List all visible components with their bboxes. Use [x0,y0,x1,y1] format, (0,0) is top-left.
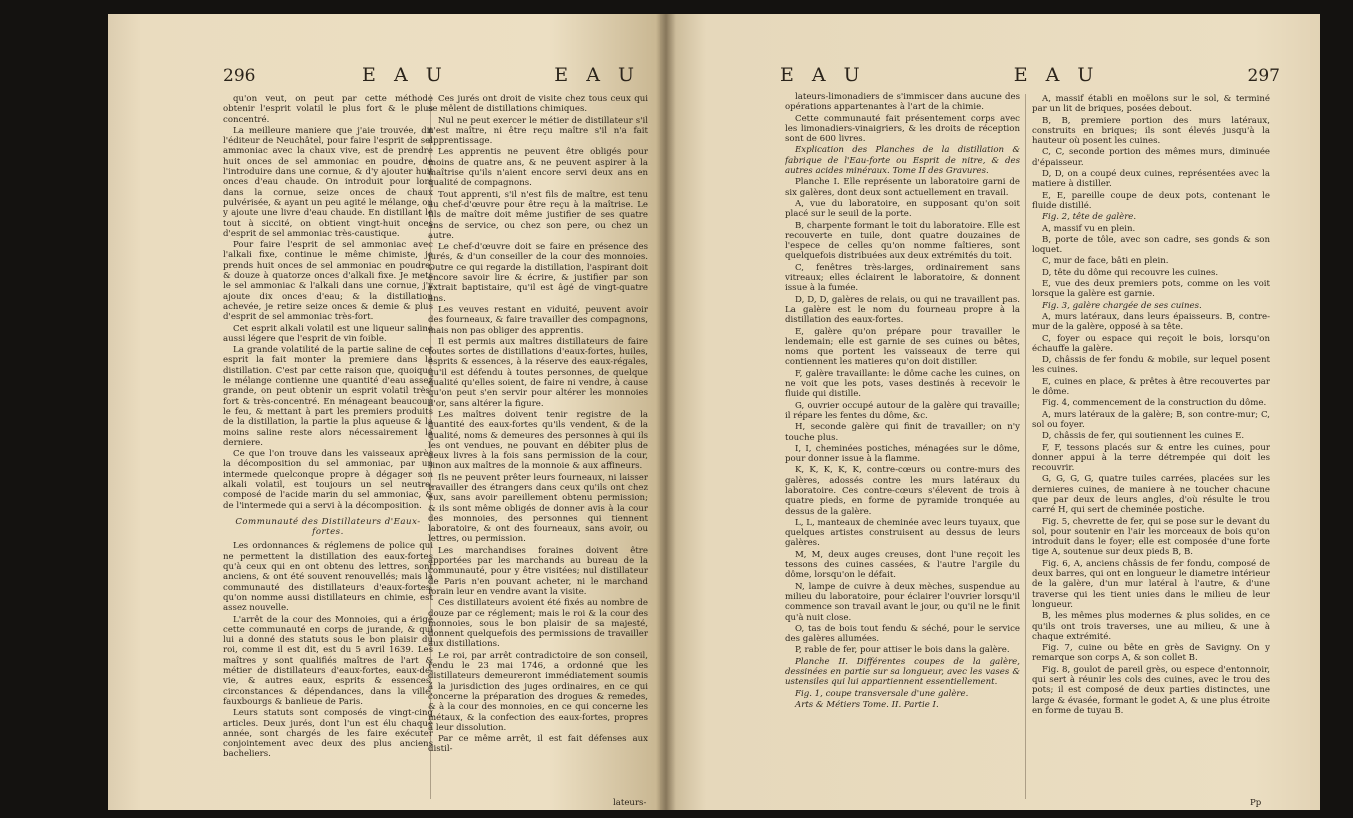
paragraph: Le chef-d'œuvre doit se faire en présence des jurés, & d'un conseiller de la cour des monnoies. Outre ce qui regarde la distillation, l'aspirant doit encore savoir lire & écrire, & justifier par son extrait baptistaire, qu'il est âgé de vingt-quatre ans. [428,242,648,304]
paragraph: D, tête du dôme qui recouvre les cuines. [1042,267,1219,278]
paragraph: Les veuves restant en viduité, peuvent avoir des fourneaux, & faire travailler des compagnons, mais non pas obliger des apprentis. [428,304,648,336]
paragraph: D, châssis de fer, qui soutiennent les cuines E. [1042,431,1245,442]
paragraph: qu'on veut, on peut par cette méthode obtenir l'esprit volatil le plus fort & le plus concentré. [223,94,433,125]
paragraph: G, G, G, G, quatre tuiles carrées, placées sur les dernieres cuines, de maniere à ne toucher chacune que par deux de leurs angles, d'où résulte le trou carré H, qui sert de cheminée postiche. [1032,474,1270,516]
paragraph: Le roi, par arrêt contradictoire de son conseil, rendu le 23 mai 1746, a ordonné que les distillateurs demeureront immédiatement soumis à la jurisdiction des juges ordinaires, en ce qui concerne la préparation des drogues & remedes, & à la cour des monnoies, en ce qui concerne les métaux, & la confection des eaux-fortes, propres à leur dissolution. [428,650,648,733]
paragraph: C, foyer ou espace qui reçoit le bois, lorsqu'on échauffe la galère. [1032,333,1270,354]
left-page [108,14,660,810]
paragraph: Cet esprit alkali volatil est une liqueur saline aussi légere que l'esprit de vin foible. [223,323,433,344]
volume-signature: Arts & Métiers Tome. II. Partie I. [795,699,939,710]
paragraph: La grande volatilité de la partie saline de cet esprit la fait monter la premiere dans la distillation. C'est par cette raison que, quoique le mélange contienne une quantité d'eau assez grande, on peut obtenir un esprit volatil très-fort & très-concentré. En ménageant beaucoup le feu, & mettant à part les premiers produits de la distillation, la partie la plus aqueuse & la moins saline reste alors nécessairement la derniere. [223,345,433,448]
paragraph: B, B, premiere portion des murs latéraux, construits en briques; ils sont élevés jusqu'à la hauteur où posent les cuines. [1032,115,1270,147]
right-running-head [780,64,1280,86]
paragraph: Les maîtres doivent tenir registre de la quantité des eaux-fortes qu'ils vendent, & de la qualité, noms & demeures des personnes à qui ils les ont vendues, ne pouvant en débiter plus de deux livres à la fois sans permission de la cour, sinon aux maîtres de la monnoie & aux affineurs. [428,409,648,472]
paragraph: Par ce même arrêt, il est fait défenses aux distil- [428,734,648,755]
left-catchword: lateurs- [613,798,647,808]
right-page-number: 297 [1247,66,1280,86]
paragraph: L'arrêt de la cour des Monnoies, qui a érigé cette communauté en corps de jurande, & qui lui a donné des statuts sous le bon plaisir du roi, comme il est dit, est du 5 avril 1639. Les maîtres y sont qualifiés maîtres de l'art & métier de distillateurs d'eaux-fortes, eaux-de-vie, & autres eaux, esprits & essences, circonstances & dépendances, dans la ville, fauxbourgs & banlieue de Paris. [223,614,433,707]
paragraph: A, murs latéraux de la galère; B, son contre-mur; C, sol ou foyer. [1032,409,1270,430]
paragraph: C, C, seconde portion des mêmes murs, diminuée d'épaisseur. [1032,147,1270,168]
paragraph: M, M, deux auges creuses, dont l'une reçoit les tessons des cuines cassées, & l'autre l'argile du dôme, lorsqu'on le défait. [785,549,1020,581]
paragraph: N, lampe de cuivre à deux mèches, suspendue au milieu du laboratoire, pour éclairer l'ouvrier lorsqu'il commence son travail avant le jour, ou qu'il ne le finit qu'à nuit close. [785,581,1020,623]
paragraph: G, ouvrier occupé autour de la galère qui travaille; il répare les fentes du dôme, &c. [785,400,1020,421]
left-page-number: 296 [223,66,256,86]
book-gutter [656,14,676,810]
left-column-2 [428,94,648,804]
paragraph: E, E, pareille coupe de deux pots, contenant le fluide distillé. [1032,190,1270,211]
paragraph: lateurs-limonadiers de s'immiscer dans aucune des opérations appartenantes à l'art de la chimie. [785,92,1020,113]
left-running-head [223,64,640,86]
paragraph: Leurs statuts sont composés de vingt-cinq articles. Deux jurés, dont l'un est élu chaque année, sont chargés de les faire exécuter conjointement avec deux des plus anciens bacheliers. [223,708,433,760]
paragraph: F, F, tessons placés sur & entre les cuines, pour donner appui à la terre détrempée qui doit les recouvrir. [1032,442,1270,474]
paragraph: Les marchandises foraines doivent être apportées par les marchands au bureau de la communauté, pour y être visitées; nul distillateur de Paris n'en pouvant acheter, ni le marchand forain leur en vendre avant la visite. [428,545,648,597]
paragraph: A, murs latéraux, dans leurs épaisseurs. B, contre-mur de la galère, opposé à sa tête. [1032,311,1270,333]
paragraph: Les apprentis ne peuvent être obligés pour moins de quatre ans, & ne peuvent aspirer à la maîtrise qu'ils n'aient encore servi deux ans en qualité de compagnons. [428,147,648,189]
paragraph: E, galère qu'on prépare pour travailler le lendemain; elle est garnie de ses cuines ou bêtes, noms que portent les vaisseaux de terre qui contiennent les matieres qu'on doit distiller. [785,326,1020,368]
paragraph: A, massif vu en plein. [1042,223,1136,234]
paragraph: F, galère travaillante: le dôme cache les cuines, on ne voit que les pots, vases destinés à recevoir le fluide qui distille. [785,368,1020,400]
figure-caption: Fig. 2, tête de galère. [1042,212,1137,223]
paragraph: E, vue des deux premiers pots, comme on les voit lorsque la galère est garnie. [1032,279,1270,300]
paragraph: Fig. 6, A, anciens châssis de fer fondu, composé de deux barres, qui ont en longueur le diametre intérieur de la galère, d'un mur latéral à l'autre, & d'une traverse qui les tient unies dans le milieu de leur longueur. [1032,558,1270,610]
paragraph: Nul ne peut exercer le métier de distillateur s'il n'est maître, ni être reçu maître s'il n'a fait apprentissage. [428,115,648,147]
paragraph: Fig. 4, commencement de la construction du dôme. [1042,398,1267,409]
paragraph: E, cuines en place, & prêtes à être recouvertes par le dôme. [1032,376,1270,398]
paragraph: D, D, on a coupé deux cuines, représentées avec la matiere à distiller. [1032,169,1270,190]
paragraph: O, tas de bois tout fendu & séché, pour le service des galères allumées. [785,623,1020,645]
paragraph: Ces distillateurs avoient été fixés au nombre de douze par ce réglement; mais le roi & la cour des monnoies, sous le bon plaisir de sa majesté, donnent quelquefois des permissions de travailler aux distillations. [428,598,648,650]
paragraph: B, charpente formant le toit du laboratoire. Elle est recouverte en tuile, dont quatre douzaines de l'espece de celles qu'on nomme faîtieres, sont quelquefois distribuées aux deux extrémités du toit. [785,220,1020,262]
paragraph: L, L, manteaux de cheminée avec leurs tuyaux, que quelques artistes construisent au dessus de leurs galères. [785,517,1020,549]
figure-caption: Fig. 3, galère chargée de ses cuines. [1042,300,1202,311]
paragraph: Ils ne peuvent prêter leurs fourneaux, ni laisser travailler des étrangers dans ceux qu'ils ont chez eux, sans avoir pareillement obtenu permission; & ils sont même obligés de donner avis à la cour des monnoies, des personnes qui tiennent laboratoire, & ont des fourneaux, sans avoir, ou lettres, ou permission. [428,472,648,545]
left-header-title-right: E A U [554,64,640,86]
section-heading: Communauté des Distillateurs d'Eaux-fortes. [235,516,421,538]
right-column-1 [785,92,1020,802]
paragraph: A, massif établi en moëlons sur le sol, & terminé par un lit de briques, posées debout. [1032,94,1270,115]
paragraph: P, rable de fer, pour attiser le bois dans la galère. [795,645,1010,656]
paragraph: D, châssis de fer fondu & mobile, sur lequel posent les cuines. [1032,355,1270,376]
paragraph: B, porte de tôle, avec son cadre, ses gonds & son loquet. [1032,234,1270,256]
paragraph: Ce que l'on trouve dans les vaisseaux après la décomposition du sel ammoniac, par un intermede quelconque propre à dégager son alkali volatil, est toujours un sel neutre, composé de l'acide marin du sel ammoniac, & de l'intermede qui a servi à la décomposition. [223,449,433,511]
paragraph: La meilleure maniere que j'aie trouvée, dit l'éditeur de Neuchâtel, pour faire l'esprit de sel ammoniac avec la chaux vive, est de prendre huit onces de sel ammoniac en poudre, de l'introduire dans une cornue, & d'y ajouter huit onces d'eau chaude. On introduit pour lors dans la cornue, seize onces de chaux pulvérisée, & ayant un peu agité le mélange, on y ajoute une livre d'eau chaude. En distillant le tout à siccité, on obtient vingt-huit onces d'esprit de sel ammoniac très-caustique. [223,125,433,239]
paragraph: Pour faire l'esprit de sel ammoniac avec l'alkali fixe, continue le même chimiste, je prends huit onces de sel ammoniac en poudre, & douze à quatorze onces d'alkali fixe. Je mets le sel ammoniac & l'alkali dans une cornue, j'y ajoute dix onces d'eau; & la distillation achevée, je retire seize onces & demie & plus d'esprit de sel ammoniac très-fort. [223,240,433,323]
paragraph: Cette communauté fait présentement corps avec les limonadiers-vinaigriers, & les droits de réception sont de 600 livres. [785,113,1020,145]
plates-heading: Explication des Planches de la distillation & fabrique de l'Eau-forte ou Esprit de nitre, & des autres acides minéraux. Tome II des Gravures. [785,145,1020,177]
paragraph: Les ordonnances & réglemens de police qui ne permettent la distillation des eaux-fortes qu'à ceux qui en ont obtenu des lettres, sont anciens, & ont été souvent renouvellés; mais la communauté des distillateurs d'eaux-fortes, qu'on nomme aussi distillateurs en chimie, est assez nouvelle. [223,541,433,614]
paragraph: H, seconde galère qui finit de travailler; on n'y touche plus. [785,422,1020,443]
book-spread [108,14,1320,810]
paragraph: C, mur de face, bâti en plein. [1042,256,1169,267]
paragraph: C, fenêtres très-larges, ordinairement sans vitreaux; elles éclairent le laboratoire, & donnent issue à la fumée. [785,262,1020,294]
paragraph: Fig. 5, chevrette de fer, qui se pose sur le devant du sol, pour soutenir en l'air les morceaux de bois qu'on introduit dans le foyer; elle est composée d'une forte tige A, soutenue sur deux pieds B, B. [1032,516,1270,558]
paragraph: Fig. 8, goulot de pareil grès, ou espece d'entonnoir, qui sert à réunir les cols des cuines, avec le trou des pots; il est composé de deux parties distinctes, une large & évasée, formant le godet A, & une plus étroite en forme de tuyau B. [1032,664,1270,716]
paragraph: Tout apprenti, s'il n'est fils de maître, est tenu au chef-d'œuvre pour être reçu à la maîtrise. Le fils de maître doit même justifier de ses quatre ans de service, ou chez son pere, ou chez un autre. [428,189,648,241]
left-column-1 [223,94,433,804]
paragraph: I, I, cheminées postiches, ménagées sur le dôme, pour donner issue à la flamme. [785,443,1020,465]
right-column-2 [1032,94,1270,804]
right-header-title-left: E A U [780,64,866,86]
paragraph: B, les mêmes plus modernes & plus solides, en ce qu'ils ont trois traverses, une au milieu, & une à chaque extrémité. [1032,611,1270,642]
paragraph: K, K, K, K, K, contre-cœurs ou contre-murs des galères, adossés contre les murs latéraux du laboratoire. Ces contre-cœurs s'élevent de trois à quatre pieds, en forme de pyramide tronquée au dessus de la galère. [785,465,1020,517]
right-header-title: E A U [1013,64,1100,86]
left-header-title: E A U [362,64,448,86]
paragraph: Ces jurés ont droit de visite chez tous ceux qui se mêlent de distillations chimiques. [428,94,648,115]
paragraph: D, D, D, galères de relais, ou qui ne travaillent pas. La galère est le nom du fourneau propre à la distillation des eaux-fortes. [785,294,1020,326]
plate-2-heading: Planche II. Différentes coupes de la galère, dessinées en partie sur sa longueur, avec les vases & ustensiles qui lui appartiennent essentiellement. [785,656,1020,688]
paragraph: Planche I. Elle représente un laboratoire garni de six galères, dont deux sont actuellement en travail. [785,177,1020,198]
paragraph: A, vue du laboratoire, en supposant qu'on soit placé sur le seuil de la porte. [785,198,1020,220]
column-rule [1025,94,1026,799]
paragraph: Fig. 7, cuine ou bête en grès de Savigny. On y remarque son corps A, & son collet B. [1032,643,1270,664]
right-catchword: Pp [1250,798,1262,808]
paragraph: Il est permis aux maîtres distillateurs de faire toutes sortes de distillations d'eaux-fortes, huiles, esprits & essences, à la réserve des eaux-régales, qu'il est défendu à toutes personnes, de quelque qualité qu'elles soient, de faire ni vendre, à cause qu'on peut s'en servir pour altérer les monnoies d'or, sans altérer la figure. [428,336,648,409]
paragraph: Fig. 1, coupe transversale d'une galère. [795,688,969,699]
right-page [660,14,1320,810]
